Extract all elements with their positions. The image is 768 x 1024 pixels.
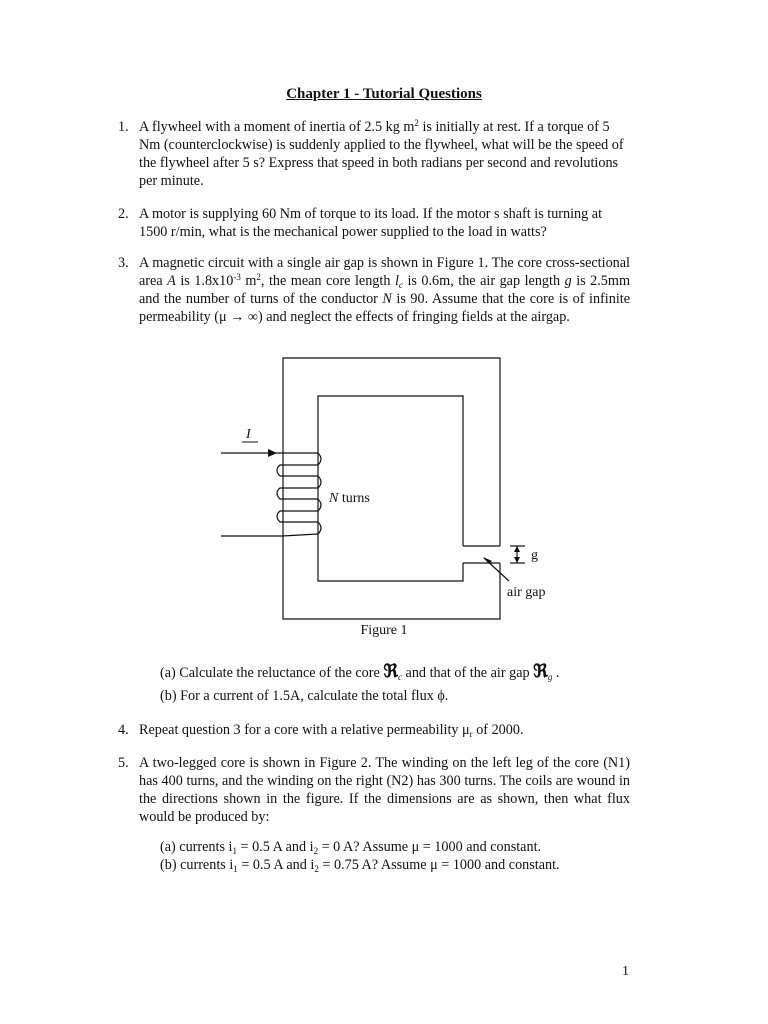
question-3: 3. A magnetic circuit with a single air gap is shown in Figure 1. The core cross-sectional area A is $1.8x10^{-3}$ $m^2$, the mean core length $l_c$ is 0.6m, the air gap length g is 2.5mm and the number of turns of the conductor N is 90. Assume that the core is of infinite permeability (μ → ∞) and neglect the effects of fringing fields at the airgap.: [118, 255, 631, 325]
question-number: 2.: [118, 206, 129, 222]
current-arrowhead: [268, 449, 277, 457]
gap-label: g: [531, 548, 538, 563]
figure-caption: Figure 1: [360, 623, 408, 638]
question-4: 4. Repeat question 3 for a core with a relative permeability $\mu_r$ of 2000.: [118, 722, 524, 739]
question-number: 4.: [118, 722, 129, 738]
core-inner-outline: [318, 396, 463, 581]
question-number: 3.: [118, 255, 129, 271]
current-label: I: [246, 427, 251, 442]
question-3b: (b) For a current of 1.5A, calculate the total flux ϕ.: [160, 688, 449, 704]
question-1: 1. A flywheel with a moment of inertia of 2.5 kg $m^2$ is initially at rest. If a torque of 5 Nm (counterclockwise) is suddenly applied to the flywheel, what will be the speed of the flywheel after 5 s? Express that speed in both radians per second and revolutions per minute.: [118, 118, 624, 189]
question-number: 5.: [118, 755, 129, 771]
page-title: Chapter 1 - Tutorial Questions: [286, 86, 482, 102]
question-3a: (a) Calculate the reluctance of the core ℜ$_c$ and that of the air gap ℜ$_g$ .: [160, 661, 560, 682]
question-5b: (b) currents $i_1 = 0.5$ A and $i_2 = 0.75$ A? Assume μ = 1000 and constant.: [160, 857, 560, 874]
page-number: 1: [622, 964, 629, 979]
question-5a: (a) currents $i_1 = 0.5$ A and $i_2 = 0$ A? Assume μ = 1000 and constant.: [160, 839, 542, 856]
turns-label: N turns: [329, 491, 370, 506]
question-number: 1.: [118, 119, 129, 135]
gap-arrow-up: [514, 546, 520, 552]
gap-arrow-down: [514, 557, 520, 563]
airgap-label: air gap: [507, 585, 546, 600]
question-5: 5. A two-legged core is shown in Figure 2. The winding on the left leg of the core (N1) has 400 turns, and the winding on the right (N2) has 300 turns. The coils are wound in the directions shown in the figure. If the dimensions are as shown, then what flux would be produced by:: [118, 755, 630, 825]
question-2: 2. A motor is supplying 60 Nm of torque to its load. If the motor s shaft is turning at 1500 r/min, what is the mechanical power supplied to the load in watts?: [118, 206, 603, 240]
